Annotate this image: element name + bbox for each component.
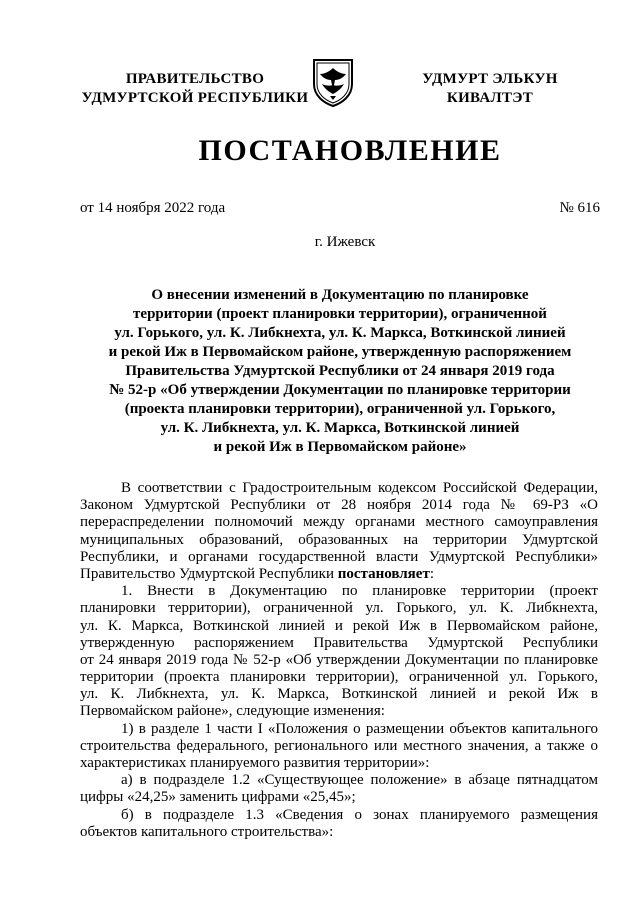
body-line: цифры «24,25» заменить цифрами «25,45»; — [80, 789, 356, 806]
body-line: Законом Удмуртской Республики от 28 ноября 2014 года № 69-РЗ «О — [80, 497, 598, 514]
subject-line: и рекой Иж в Первомайском районе» — [213, 439, 467, 455]
body-line: муниципальных образований, образованных на территории Удмуртской — [80, 531, 598, 548]
subject-line: территории (проект планировки территории), ограниченной — [133, 306, 547, 322]
body-line: а) в подразделе 1.2 «Существующее положение» в абзаце пятнадцатом — [121, 772, 598, 789]
body-line: объектов капитального строительства»: — [80, 823, 334, 840]
body-line: перераспределении полномочий между органами местного самоуправления — [80, 514, 598, 531]
org-left-line: УДМУРТСКОЙ РЕСПУБЛИКИ — [81, 90, 309, 106]
subject-line: № 52-р «Об утверждении Документации по планировке территории — [109, 382, 571, 398]
body-line: ул. К. Либкнехта, ул. К. Маркса, Воткинской линией и рекой Иж в — [80, 686, 598, 703]
body-line: территории (проекта планировки территории), ограниченной ул. Горького, — [80, 669, 598, 686]
body-line: планировки территории), ограниченной ул. Горького, ул. К. Либкнехта, — [80, 600, 598, 617]
body-line: характеристиках планируемого развития территории»: — [80, 755, 430, 771]
preamble-suffix: : — [429, 565, 434, 582]
body-line: Республики, и органами государственной власти Удмуртской Республики» — [80, 548, 598, 565]
org-right-line: УДМУРТ ЭЛЬКУН — [422, 71, 558, 87]
subject-line: и рекой Иж в Первомайском районе, утвержденную распоряжением — [108, 344, 572, 360]
org-right-line: КИВАЛТЭТ — [446, 90, 534, 106]
coat-of-arms-icon — [310, 56, 356, 108]
subject-line: Правительства Удмуртской Республики от 24 января 2019 года — [125, 363, 555, 379]
document-body — [80, 480, 598, 841]
body-line: 1. Внести в Документацию по планировке территории (проект — [121, 583, 598, 600]
body-line: от 24 января 2019 года № 52-р «Об утверждении Документации по планировке — [80, 651, 598, 668]
subject-line: О внесении изменений в Документацию по планировке — [151, 287, 529, 303]
body-line: Первомайском районе», следующие изменения: — [80, 703, 385, 720]
resolution-keyword: постановляет — [337, 565, 430, 582]
subject-line: ул. Горького, ул. К. Либкнехта, ул. К. Маркса, Воткинской линией — [114, 325, 566, 341]
org-left-line: ПРАВИТЕЛЬСТВО — [125, 71, 265, 87]
preamble-prefix: Правительство Удмуртской Республики — [80, 565, 338, 582]
body-line — [80, 566, 598, 583]
subject-line: ул. К. Либкнехта, ул. К. Маркса, Воткинской линией — [160, 420, 520, 436]
subject-line: (проекта планировки территории), ограниченной ул. Горького, — [124, 401, 556, 417]
body-line: ул. К. Маркса, Воткинской линией и рекой Иж в Первомайском районе, — [80, 617, 598, 634]
government-name-russian — [70, 70, 320, 108]
body-line: 1) в разделе 1 части I «Положения о размещении объектов капитального — [121, 720, 598, 737]
body-line: утвержденную распоряжением Правительства Удмуртской Республики — [80, 634, 598, 651]
body-line: В соответствии с Градостроительным кодексом Российской Федерации, — [121, 480, 598, 496]
document-date: от 14 ноября 2022 года — [80, 200, 226, 216]
document-title: ПОСТАНОВЛЕНИЕ — [198, 134, 502, 167]
body-line: строительства федерального, регионального или местного значения, а также о — [80, 737, 598, 754]
document-subject — [80, 286, 600, 457]
document-number: № 616 — [559, 200, 600, 216]
government-name-udmurt — [400, 70, 580, 108]
document-city: г. Ижевск — [314, 234, 376, 250]
body-line: б) в подразделе 1.3 «Сведения о зонах планируемого размещения — [121, 806, 598, 823]
